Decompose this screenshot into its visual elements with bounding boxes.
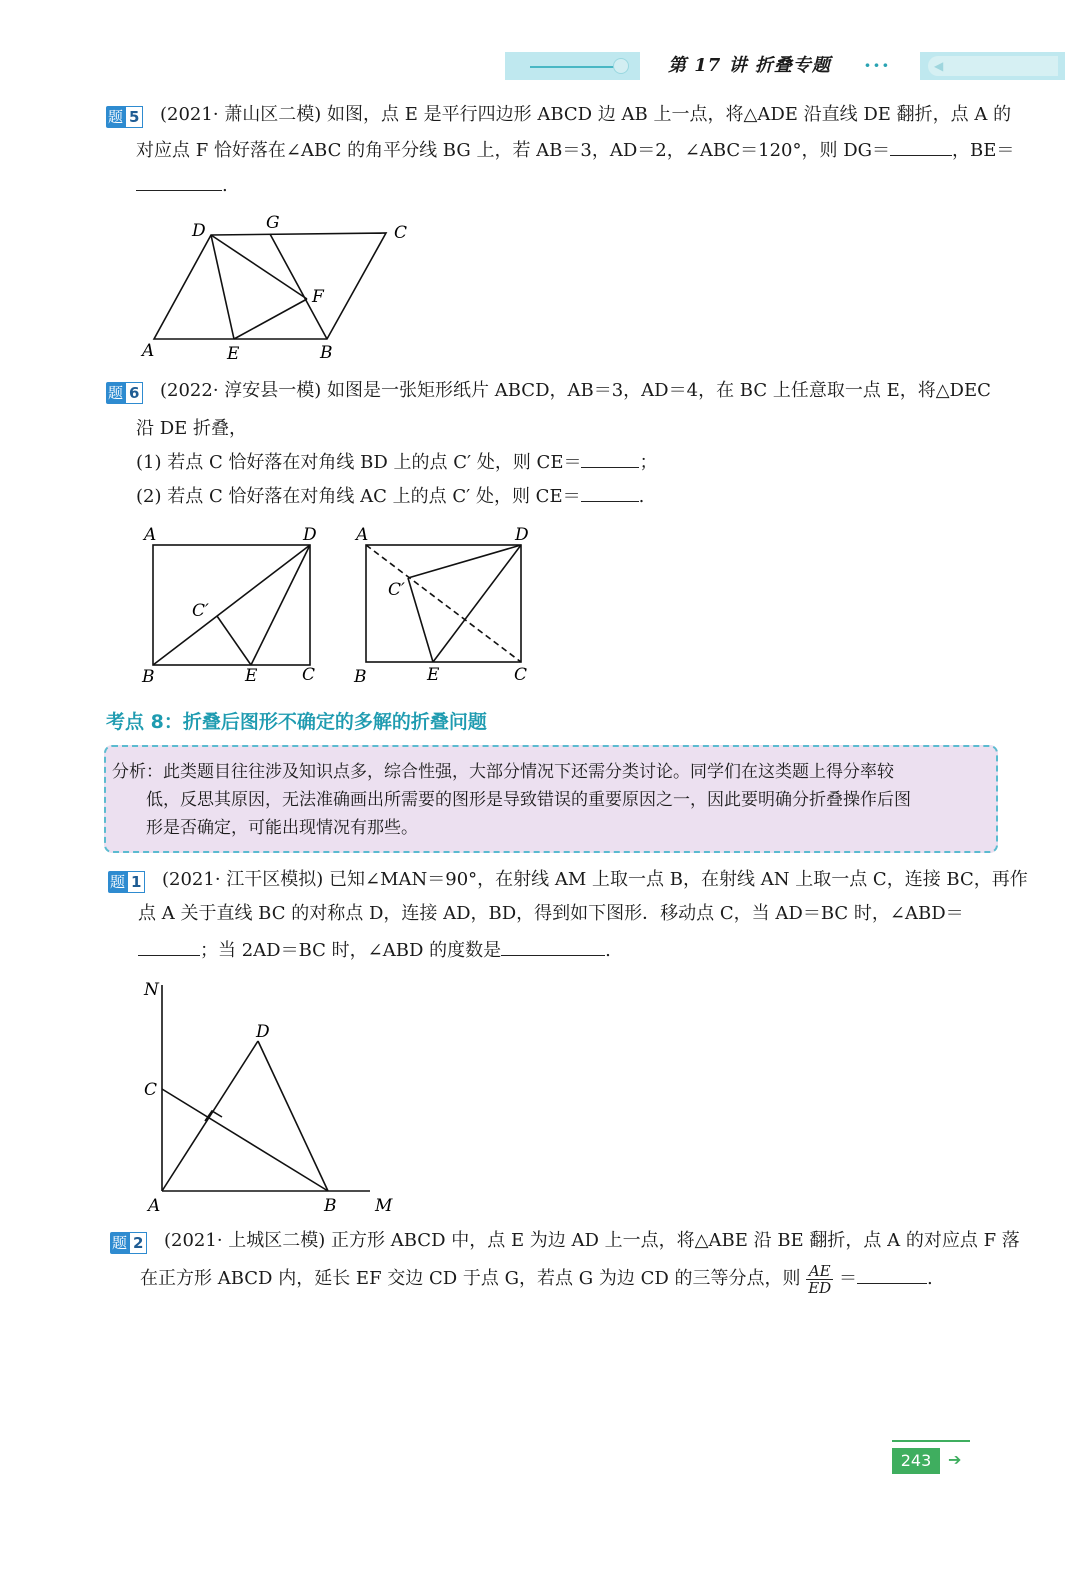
problem-1-tag [108, 871, 145, 893]
label-C: C [302, 665, 316, 685]
chapter-title: 第 17 讲 折叠专题 [668, 55, 831, 76]
label-C: C [394, 223, 408, 243]
problem-5-tag [106, 106, 143, 128]
problem-2-text: ＝ [838, 1268, 857, 1289]
segment-de-right [433, 545, 521, 662]
label-B: B [320, 343, 333, 363]
segment-cpe-right [408, 578, 433, 662]
diagonal-bd [153, 545, 310, 665]
label-E: E [245, 666, 258, 686]
answer-blank [136, 172, 222, 191]
segment-ef [234, 299, 307, 339]
problem-5-line-2 [136, 137, 1014, 164]
problem-6-tag [106, 382, 143, 404]
problem-tag-number: 1 [127, 871, 145, 893]
problem-6-figures [130, 520, 550, 695]
header-dots: ··· [864, 53, 891, 77]
label-D: D [303, 525, 317, 545]
label-A: A [144, 525, 157, 545]
label-N: N [144, 980, 159, 1000]
fraction-numerator: AE [806, 1263, 833, 1280]
label-Cprime: C′ [388, 580, 405, 600]
answer-blank [581, 449, 639, 468]
segment-bd [258, 1041, 328, 1191]
section-title: 考点 8：折叠后图形不确定的多解的折叠问题 [106, 711, 487, 733]
problem-6-text: . [638, 486, 645, 507]
label-M: M [375, 1196, 393, 1216]
problem-5-text: . [222, 175, 228, 196]
problem-5-figure [130, 210, 430, 370]
header-line [530, 66, 620, 68]
problem-6-q1 [136, 449, 657, 476]
problem-6-text: ； [639, 452, 658, 473]
label-B: B [142, 667, 155, 687]
problem-2-text: 在正方形 ABCD 内，延长 EF 交边 CD 于点 G，若点 G 为边 CD 的三等分点，则 [140, 1268, 801, 1289]
problem-2-line-1: (2021· 上城区二模) 正方形 ABCD 中，点 E 为边 AD 上一点，将△ABE 沿 BE 翻折，点 A 的对应点 F 落 [164, 1230, 1020, 1251]
diagonal-ac [366, 545, 521, 662]
problem-6-line-1: (2022· 淳安县一模) 如图是一张矩形纸片 ABCD，AB＝3，AD＝4，在 BC 上任意取一点 E，将△DEC [160, 380, 991, 401]
label-A: A [356, 525, 369, 545]
arrow-right-icon: ➔ [948, 1450, 962, 1469]
problem-1-line-1: (2021· 江干区模拟) 已知∠MAN＝90°，在射线 AM 上取一点 B，在射线 AN 上取一点 C，连接 BC，再作 [162, 869, 1028, 890]
problem-1-line-2: 点 A 关于直线 BC 的对称点 D，连接 AD，BD，得到如下图形．移动点 C，当 AD＝BC 时，∠ABD＝ [138, 903, 964, 924]
problem-2-tag [110, 1232, 147, 1254]
analysis-line-3: 形是否确定，可能出现情况有那些。 [146, 818, 418, 838]
label-Cprime: C′ [192, 601, 209, 621]
page-number: 243 [892, 1448, 940, 1474]
segment-de [211, 235, 234, 339]
label-B: B [354, 667, 367, 687]
segment-dcp-right [408, 545, 521, 578]
segment-ad [162, 1041, 258, 1191]
problem-1-text: ；当 2AD＝BC 时，∠ABD 的度数是 [200, 940, 502, 961]
label-C: C [514, 665, 528, 685]
problem-6-text: (2) 若点 C 恰好落在对角线 AC 上的点 C′ 处，则 CE＝ [136, 486, 581, 507]
problem-6-line-2: 沿 DE 折叠， [136, 418, 248, 439]
page-number-rule [892, 1440, 970, 1442]
problem-5-text: 对应点 F 恰好落在∠ABC 的角平分线 BG 上，若 AB＝3，AD＝2，∠ABC＝120°，则 DG＝ [136, 140, 891, 161]
analysis-line-1: 分析：此类题目往往涉及知识点多，综合性强，大部分情况下还需分类讨论。同学们在这类题上得分率较 [112, 762, 894, 782]
problem-1-figure [130, 975, 410, 1220]
problem-6-q2 [136, 483, 644, 510]
problem-5-text: ，BE＝ [952, 140, 1015, 161]
problem-6-text: (1) 若点 C 恰好落在对角线 BD 上的点 C′ 处，则 CE＝ [136, 452, 582, 473]
problem-tag-number: 6 [125, 382, 143, 404]
label-A: A [142, 341, 155, 361]
arrow-left-icon: ◀ [934, 59, 944, 73]
problem-5-line-1: (2021· 萧山区二模) 如图，点 E 是平行四边形 ABCD 边 AB 上一点，将△ADE 沿直线 DE 翻折，点 A 的 [160, 104, 1012, 125]
problem-5-line-3 [136, 172, 228, 199]
answer-blank [857, 1265, 927, 1284]
label-C: C [144, 1080, 158, 1100]
label-E: E [227, 344, 240, 364]
header-arrow-band [928, 56, 1058, 76]
problem-1-line-3 [138, 937, 611, 964]
label-D: D [256, 1022, 270, 1042]
analysis-line-2: 低，反思其原因，无法准确画出所需要的图形是导致错误的重要原因之一，因此要明确分折叠操作后图 [146, 790, 911, 810]
problem-tag-number: 2 [129, 1232, 147, 1254]
label-D: D [192, 221, 206, 241]
fraction-denominator: ED [808, 1278, 832, 1297]
answer-blank [581, 483, 639, 502]
segment-bc [162, 1089, 328, 1191]
answer-blank [890, 137, 952, 156]
segment-cpe-left [217, 616, 251, 665]
answer-blank [138, 937, 200, 956]
parallelogram-abcd [154, 233, 386, 339]
problem-2-text: . [926, 1268, 933, 1289]
segment-df [211, 235, 307, 299]
segment-de-left [251, 545, 310, 665]
problem-tag-label: 题 [112, 1234, 128, 1252]
label-B: B [324, 1196, 337, 1216]
label-G: G [266, 213, 280, 233]
label-E: E [427, 665, 440, 685]
problem-tag-label: 题 [108, 384, 124, 402]
label-F: F [312, 287, 324, 307]
fraction-ae-ed [806, 1263, 833, 1296]
problem-1-text: . [605, 940, 611, 961]
problem-2-line-2 [140, 1262, 933, 1296]
analysis-box [104, 745, 998, 853]
answer-blank [501, 937, 605, 956]
problem-tag-number: 5 [125, 106, 143, 128]
label-D: D [515, 525, 529, 545]
header-dot [613, 58, 629, 74]
label-A: A [148, 1196, 161, 1216]
problem-tag-label: 题 [110, 873, 126, 891]
problem-tag-label: 题 [108, 108, 124, 126]
